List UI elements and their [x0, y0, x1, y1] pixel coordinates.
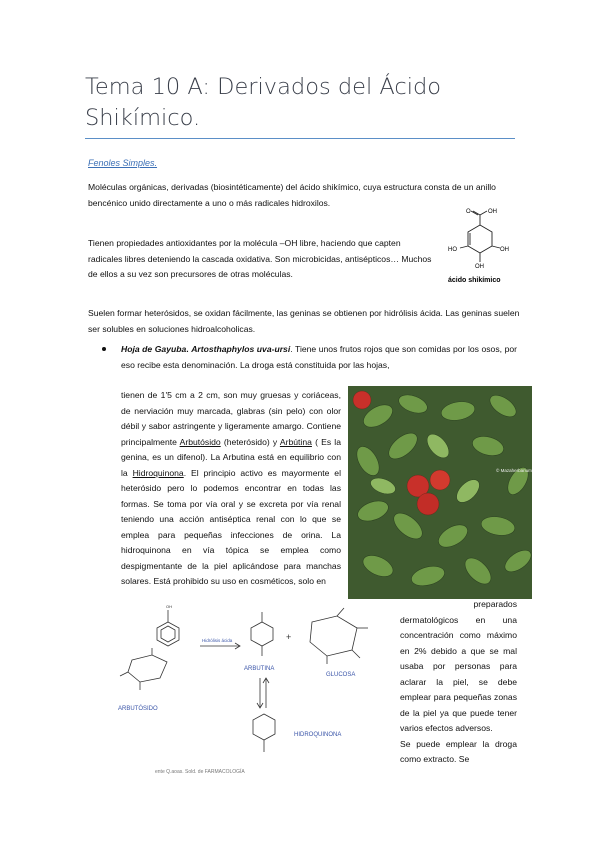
photo-watermark: © Mazaherbarium — [496, 468, 532, 473]
atom-o: O — [466, 209, 471, 215]
arrow-label: Hidrólisis ácida — [202, 638, 233, 643]
paragraph-definition: Moléculas orgánicas, derivadas (biosintéticamente) del ácido shikímico, cuya estructura consta de un anillo bencénico unido directamente a uno o más radicales hidroxilos. — [88, 182, 496, 208]
paragraph-heterosides: Suelen formar heterósidos, se oxidan fácilmente, las geninas se obtienen por hidrólisis ácida. Las geninas suelen ser solubles en soluciones hidroalcoholicas. — [88, 308, 520, 334]
plant-name: Hoja de Gayuba — [121, 344, 187, 354]
atom-oh-bottom: OH — [475, 264, 484, 270]
bullet-intro-text: . Tiene unos frutos rojos que son comidas por los osos, por eso recibe esta denominación. La droga está constituida por las hojas, — [121, 344, 517, 370]
atom-ho-left: HO — [448, 247, 457, 253]
label-arbutosido: ARBUTÓSIDO — [118, 706, 158, 712]
page-title: Tema 10 A: Derivados del Ácido Shikímico. — [85, 74, 442, 131]
figure-credit: ente Q.aoas. Sold. de FARMACOLOGÍA — [155, 769, 245, 775]
plus-sign: + — [286, 632, 292, 642]
right-column-text: preparados dermatológicos en una concentración como máximo en 2% debido a que se mal usaba por personas para aclarar la piel, se debe emplear para pequeñas zonas de la piel ya que puede tener varios efectos adversos. Se puede emplear la droga como extracto. Se — [400, 599, 517, 764]
hydrolysis-reaction-diagram — [112, 600, 402, 780]
label-hidroquinona: HIDROQUINONA — [294, 732, 342, 738]
atom-oh-top: OH — [488, 209, 497, 215]
oh-label: OH — [166, 604, 172, 609]
bullet-dot — [102, 347, 106, 351]
label-arbutina: ARBUTINA — [244, 666, 275, 672]
shikimic-acid-structure — [440, 207, 520, 287]
atom-oh-right: OH — [500, 247, 509, 253]
bullet-intro: Hoja de Gayuba. Artosthaphylos uva-ursi. Tiene unos frutos rojos que son comidas por los osos, por eso recibe esta denominación. La droga está constituida por las hojas, — [121, 344, 517, 370]
section-heading: Fenoles Simples. — [88, 158, 158, 168]
label-glucosa: GLUCOSA — [326, 672, 356, 678]
bullet-body: tienen de 1'5 cm a 2 cm, son muy gruesas y coriáceas, de nerviación muy marcada, glabras (sin pelo) con olor débil y sabor astringente y ligeramente amargo. Contiene principalmente Arbutósido (heterósido) y Arbútina ( Es la genina, es un difenol). La Arbutina está en equilibrio con la Hidroquinona. El principio activo es mayormente el heterósido pero lo podemos encontrar en todas las formas. Se toma por vía oral y se excreta por vía renal teniendo una acción antiséptica renal con lo que se emplea para pequeñas infecciones de orina. La hidroquinona en vía tópica se emplea como despigmentante de la piel aplicándose para manchas solares. Está prohibido su uso en cosméticos, solo en — [121, 390, 342, 586]
arbutosido-term: Arbutósido — [179, 436, 221, 447]
title-rule — [85, 138, 515, 139]
paragraph-properties: Tienen propiedades antioxidantes por la molécula –OH libre, haciendo que capten radicales libres deteniendo la cascada oxidativa. Son microbicidas, antisépticos… Muchos de ellos a su vez son precursores de otras moléculas. — [88, 238, 432, 279]
shikimic-caption: ácido shikímico — [448, 277, 501, 284]
plant-species: Artosthaphylos uva-ursi — [191, 344, 291, 354]
hidroquinona-term: Hidroquinona — [132, 467, 184, 478]
bearberry-photo — [348, 386, 532, 599]
arbutina-term: Arbútina — [279, 436, 312, 447]
